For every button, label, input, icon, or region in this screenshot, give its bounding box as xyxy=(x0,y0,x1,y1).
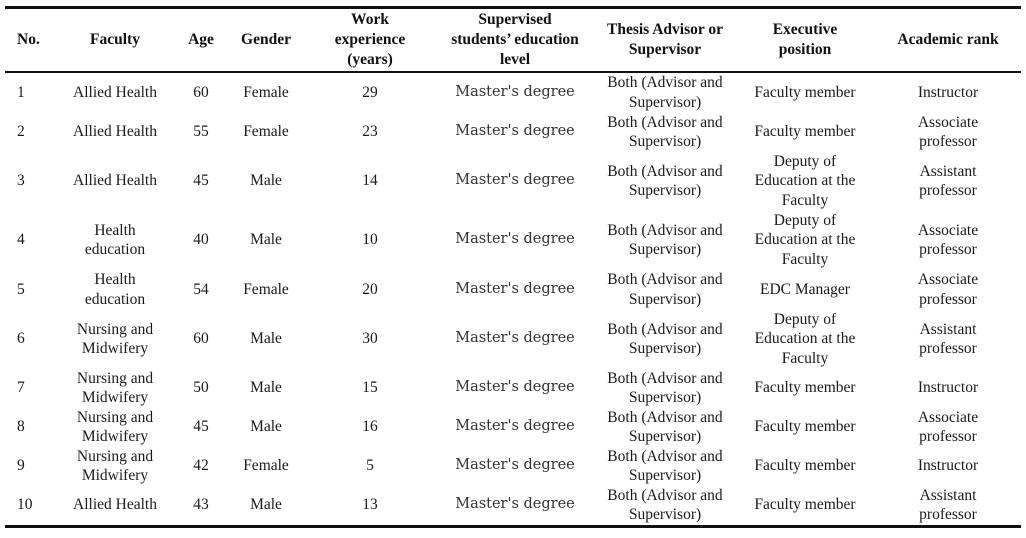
cell-gender: Female xyxy=(243,83,289,101)
cell-age: 60 xyxy=(193,83,209,101)
cell-age: 40 xyxy=(193,231,209,249)
cell-advisor-supervisor: Both (Advisor and Supervisor) xyxy=(607,113,723,150)
cell-age: 50 xyxy=(193,379,209,397)
cell-advisor-supervisor: Both (Advisor and Supervisor) xyxy=(607,271,723,308)
cell-faculty: Nursing and Midwifery xyxy=(76,447,154,484)
cell-executive-position: Faculty member xyxy=(754,418,856,436)
header-age: Age xyxy=(188,30,214,48)
cell-gender: Male xyxy=(250,418,282,436)
cell-advisor-supervisor: Both (Advisor and Supervisor) xyxy=(607,221,723,258)
cell-work-experience: 13 xyxy=(362,496,378,514)
cell-gender: Male xyxy=(250,496,282,514)
cell-work-experience: 10 xyxy=(362,231,378,249)
table-row xyxy=(5,113,1021,152)
cell-faculty: Allied Health xyxy=(73,123,157,141)
header-no: No. xyxy=(17,30,40,48)
cell-faculty: Nursing and Midwifery xyxy=(76,369,154,406)
cell-age: 43 xyxy=(193,496,209,514)
table-body xyxy=(5,72,1021,527)
cell-academic-rank: Associate professor xyxy=(917,221,979,258)
cell-education-level: Master's degree xyxy=(455,418,575,435)
cell-academic-rank: Assistant professor xyxy=(919,486,977,523)
cell-no: 4 xyxy=(17,231,25,249)
cell-education-level: Master's degree xyxy=(455,172,575,189)
cell-executive-position: Deputy of Education at the Faculty xyxy=(754,310,856,367)
cell-academic-rank: Instructor xyxy=(917,457,979,475)
header-education-level: Supervised students’ education level xyxy=(451,10,579,68)
table-row xyxy=(5,486,1021,527)
cell-faculty: Allied Health xyxy=(73,172,157,190)
cell-executive-position: Faculty member xyxy=(754,496,856,514)
table-row xyxy=(5,211,1021,270)
cell-age: 60 xyxy=(193,330,209,348)
cell-no: 6 xyxy=(17,330,25,348)
cell-gender: Female xyxy=(243,280,289,298)
cell-no: 3 xyxy=(17,172,25,190)
cell-advisor-supervisor: Both (Advisor and Supervisor) xyxy=(607,74,723,111)
cell-advisor-supervisor: Both (Advisor and Supervisor) xyxy=(607,369,723,406)
cell-academic-rank: Assistant professor xyxy=(919,320,977,357)
cell-faculty: Allied Health xyxy=(73,83,157,101)
cell-advisor-supervisor: Both (Advisor and Supervisor) xyxy=(607,162,723,199)
cell-no: 9 xyxy=(17,457,25,475)
cell-age: 42 xyxy=(193,457,209,475)
cell-education-level: Master's degree xyxy=(455,123,575,140)
cell-education-level: Master's degree xyxy=(455,496,575,513)
cell-executive-position: Faculty member xyxy=(754,379,856,397)
cell-work-experience: 5 xyxy=(366,457,374,475)
cell-faculty: Health education xyxy=(84,221,146,258)
cell-work-experience: 16 xyxy=(362,418,378,436)
cell-academic-rank: Associate professor xyxy=(917,113,979,150)
cell-advisor-supervisor: Both (Advisor and Supervisor) xyxy=(607,447,723,484)
table-row xyxy=(5,310,1021,369)
header-row xyxy=(5,8,1021,72)
header-work-experience: Work experience (years) xyxy=(334,10,406,68)
table-row xyxy=(5,270,1021,310)
cell-no: 2 xyxy=(17,123,25,141)
cell-gender: Male xyxy=(250,330,282,348)
header-faculty: Faculty xyxy=(90,30,140,48)
cell-executive-position: Faculty member xyxy=(754,123,856,141)
cell-age: 45 xyxy=(193,172,209,190)
cell-work-experience: 30 xyxy=(362,330,378,348)
cell-work-experience: 29 xyxy=(362,83,378,101)
table-row xyxy=(5,369,1021,408)
cell-gender: Male xyxy=(250,231,282,249)
cell-advisor-supervisor: Both (Advisor and Supervisor) xyxy=(607,320,723,357)
cell-work-experience: 15 xyxy=(362,379,378,397)
header-gender: Gender xyxy=(241,30,291,48)
cell-work-experience: 20 xyxy=(362,280,378,298)
cell-academic-rank: Associate professor xyxy=(917,271,979,308)
cell-gender: Female xyxy=(243,123,289,141)
cell-work-experience: 14 xyxy=(362,172,378,190)
cell-gender: Female xyxy=(243,457,289,475)
cell-education-level: Master's degree xyxy=(455,379,575,396)
cell-no: 8 xyxy=(17,418,25,436)
table-row xyxy=(5,152,1021,211)
table-row xyxy=(5,447,1021,486)
cell-faculty: Health education xyxy=(84,271,146,308)
header-executive-position: Executive position xyxy=(772,20,838,58)
cell-education-level: Master's degree xyxy=(455,231,575,248)
table-header xyxy=(5,8,1021,72)
cell-academic-rank: Instructor xyxy=(917,83,979,101)
cell-faculty: Nursing and Midwifery xyxy=(76,408,154,445)
cell-executive-position: Faculty member xyxy=(754,457,856,475)
faculty-demographics-table xyxy=(5,6,1021,528)
cell-advisor-supervisor: Both (Advisor and Supervisor) xyxy=(607,486,723,523)
cell-age: 55 xyxy=(193,123,209,141)
cell-academic-rank: Assistant professor xyxy=(919,162,977,199)
cell-academic-rank: Instructor xyxy=(917,379,979,397)
cell-no: 10 xyxy=(17,496,33,514)
header-academic-rank: Academic rank xyxy=(897,30,999,48)
cell-executive-position: Deputy of Education at the Faculty xyxy=(754,211,856,268)
cell-age: 54 xyxy=(193,280,209,298)
cell-education-level: Master's degree xyxy=(455,457,575,474)
header-advisor-supervisor: Thesis Advisor or Supervisor xyxy=(607,20,723,58)
cell-age: 45 xyxy=(193,418,209,436)
cell-faculty: Allied Health xyxy=(73,496,157,514)
cell-work-experience: 23 xyxy=(362,123,378,141)
cell-faculty: Nursing and Midwifery xyxy=(76,320,154,357)
cell-advisor-supervisor: Both (Advisor and Supervisor) xyxy=(607,408,723,445)
cell-no: 5 xyxy=(17,280,25,298)
cell-academic-rank: Associate professor xyxy=(917,408,979,445)
table-row xyxy=(5,72,1021,113)
cell-education-level: Master's degree xyxy=(455,83,575,100)
cell-executive-position: Deputy of Education at the Faculty xyxy=(754,152,856,209)
cell-education-level: Master's degree xyxy=(455,330,575,347)
cell-no: 1 xyxy=(17,83,25,101)
cell-executive-position: Faculty member xyxy=(754,83,856,101)
table-row xyxy=(5,408,1021,447)
cell-gender: Male xyxy=(250,379,282,397)
cell-education-level: Master's degree xyxy=(455,280,575,297)
cell-no: 7 xyxy=(17,379,25,397)
cell-executive-position: EDC Manager xyxy=(760,280,850,298)
cell-gender: Male xyxy=(250,172,282,190)
